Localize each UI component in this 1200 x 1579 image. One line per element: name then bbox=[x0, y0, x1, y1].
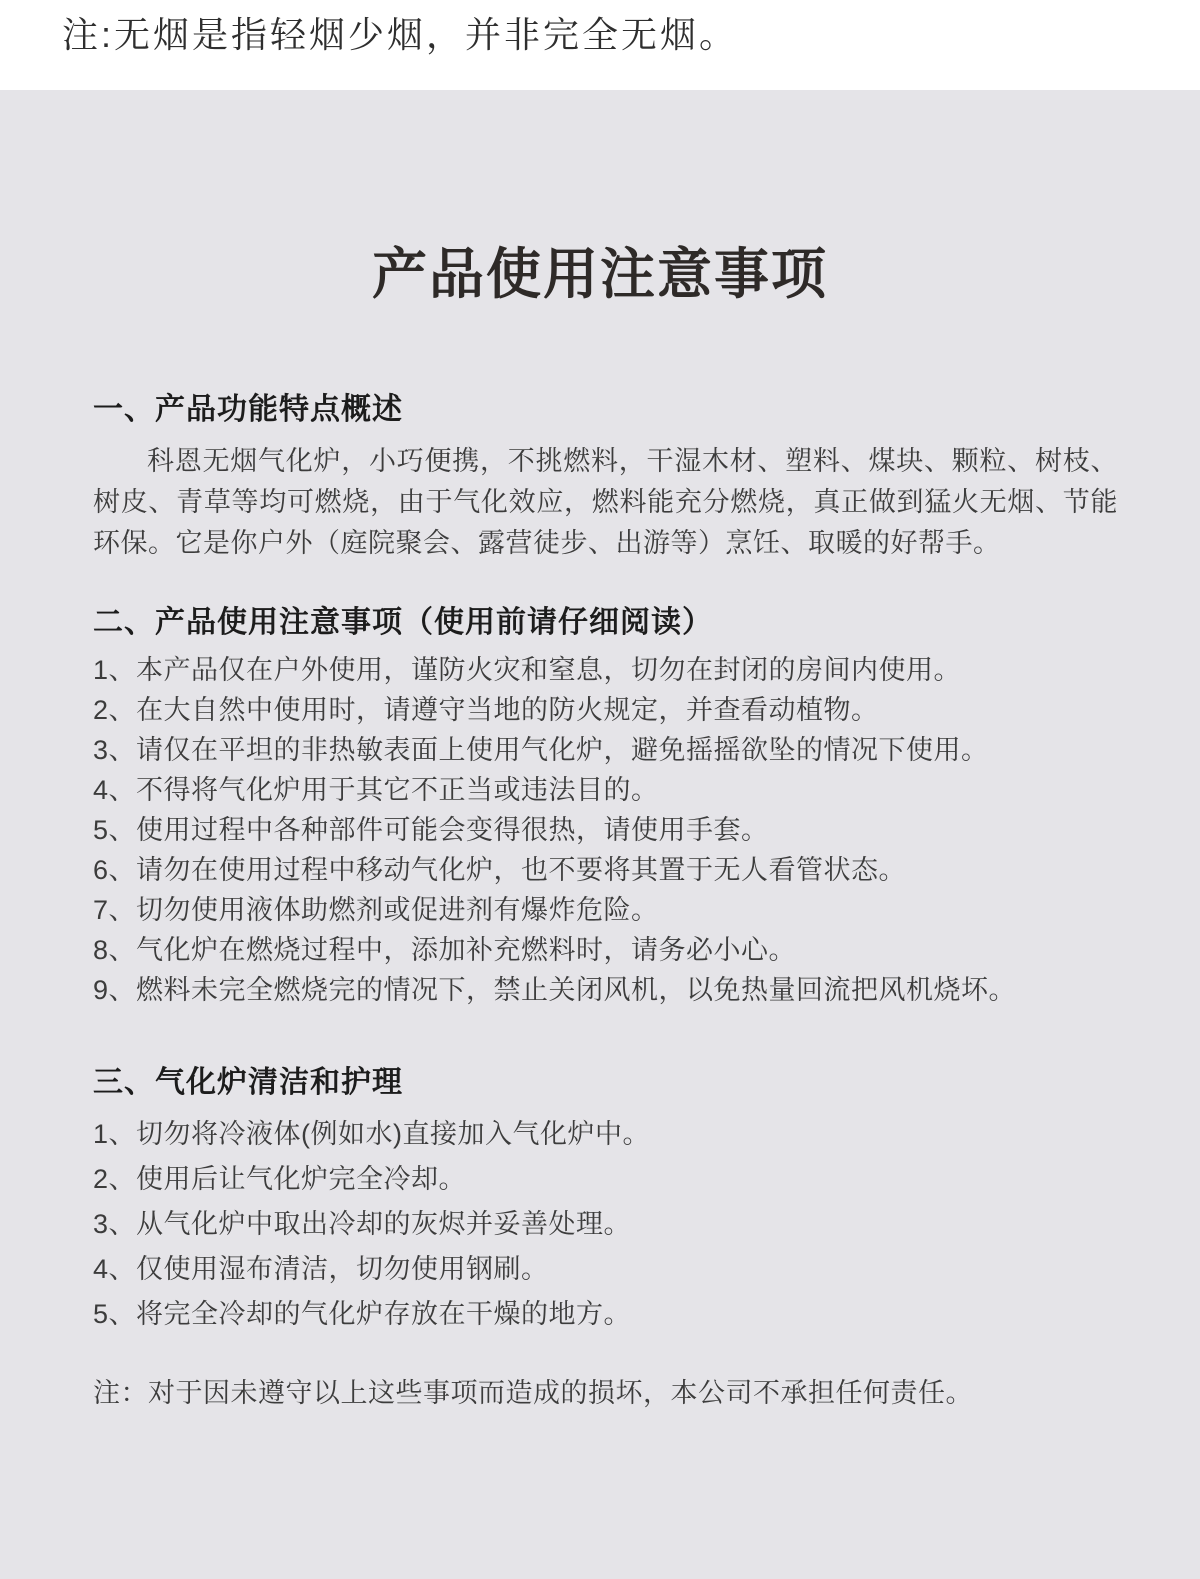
cleaning-care-list bbox=[93, 1112, 1118, 1337]
list-item: 4、不得将气化炉用于其它不正当或违法目的。 bbox=[93, 775, 659, 805]
list-item: 3、从气化炉中取出冷却的灰烬并妥善处理。 bbox=[93, 1209, 632, 1239]
list-item: 1、本产品仅在户外使用，谨防火灾和窒息，切勿在封闭的房间内使用。 bbox=[93, 655, 962, 685]
section-feature-overview-heading: 一、产品功能特点概述 bbox=[93, 393, 403, 426]
section-cleaning-care-heading: 三、气化炉清洁和护理 bbox=[93, 1066, 403, 1099]
list-item: 3、请仅在平坦的非热敏表面上使用气化炉，避免摇摇欲坠的情况下使用。 bbox=[93, 735, 989, 765]
notice-panel bbox=[0, 90, 1200, 1579]
list-item: 6、请勿在使用过程中移动气化炉，也不要将其置于无人看管状态。 bbox=[93, 855, 907, 885]
section-feature-overview bbox=[93, 393, 1118, 564]
notice-content bbox=[0, 393, 1200, 1413]
list-item: 7、切勿使用液体助燃剂或促进剂有爆炸危险。 bbox=[93, 895, 659, 925]
list-item: 8、气化炉在燃烧过程中，添加补充燃料时，请务必小心。 bbox=[93, 935, 797, 965]
list-item: 9、燃料未完全燃烧完的情况下，禁止关闭风机，以免热量回流把风机烧坏。 bbox=[93, 975, 1017, 1005]
list-item: 2、在大自然中使用时，请遵守当地的防火规定，并查看动植物。 bbox=[93, 695, 879, 725]
list-item: 1、切勿将冷液体(例如水)直接加入气化炉中。 bbox=[93, 1119, 650, 1149]
liability-disclaimer-note: 注：对于因未遵守以上这些事项而造成的损坏，本公司不承担任何责任。 bbox=[93, 1378, 973, 1408]
usage-precautions-list bbox=[93, 650, 1118, 1010]
smokeless-disclaimer-note: 注:无烟是指轻烟少烟，并非完全无烟。 bbox=[0, 0, 1200, 90]
list-item: 2、使用后让气化炉完全冷却。 bbox=[93, 1164, 467, 1194]
feature-overview-paragraph: 科恩无烟气化炉，小巧便携，不挑燃料，干湿木材、塑料、煤块、颗粒、树枝、树皮、青草等均可燃烧，由于气化效应，燃料能充分燃烧，真正做到猛火无烟、节能环保。它是你户外（庭院聚会、露营徒步、出游等）烹饪、取暖的好帮手。 bbox=[93, 446, 1118, 558]
list-item: 5、将完全冷却的气化炉存放在干燥的地方。 bbox=[93, 1299, 632, 1329]
page-title: 产品使用注意事项 bbox=[371, 243, 828, 305]
section-usage-precautions-heading: 二、产品使用注意事项（使用前请仔细阅读） bbox=[93, 606, 713, 639]
list-item: 5、使用过程中各种部件可能会变得很热，请使用手套。 bbox=[93, 815, 769, 845]
list-item: 4、仅使用湿布清洁，切勿使用钢刷。 bbox=[93, 1254, 549, 1284]
section-cleaning-care bbox=[93, 1066, 1118, 1337]
section-usage-precautions bbox=[93, 606, 1118, 1010]
